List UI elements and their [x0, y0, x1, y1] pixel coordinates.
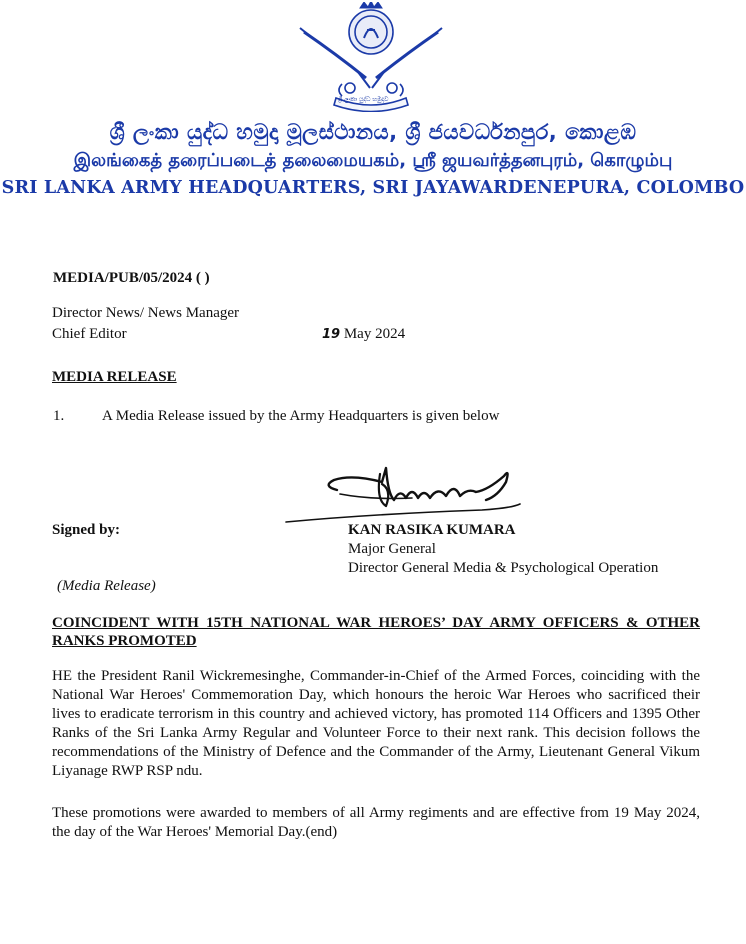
article-title: COINCIDENT WITH 15TH NATIONAL WAR HEROES’ DAY ARMY OFFICERS & OTHER RANKS PROMOTED [52, 615, 700, 649]
signed-by-label: Signed by: [52, 522, 120, 538]
article-paragraph-2: These promotions were awarded to members of all Army regiments and are effective from 19 May 2024, the day of the War Heroes' Memorial Day.(end) [52, 805, 700, 840]
letterhead-tamil: இலங்கைத் தரைப்படைத் தலைமையகம், ஸ்ரீ ஜயவர்த்தனபுரம், கொழும்பு [73, 150, 673, 171]
signatory-title: Director General Media & Psychological Operation [348, 560, 659, 576]
emblem-scroll-text: ශ්‍රී ලංකා යුද්ධ හමුදාව [338, 96, 389, 103]
release-date [322, 324, 405, 345]
media-release-label: (Media Release) [57, 578, 156, 594]
signatory-name: KAN RASIKA KUMARA [348, 522, 516, 538]
media-release-heading: MEDIA RELEASE [52, 369, 177, 385]
date-day-handwritten: 19 [322, 327, 341, 342]
date-month-year: May 2024 [340, 326, 406, 342]
signatory-rank: Major General [348, 541, 436, 557]
letterhead-sinhala: ශ්‍රී ලංකා යුද්ධ හමුදා මූලස්ථානය, ශ්‍රී ජයවර්ධනපුර, කොළඹ [109, 120, 637, 144]
letterhead-english: SRI LANKA ARMY HEADQUARTERS, SRI JAYAWARDENEPURA, COLOMBO [1, 178, 745, 198]
recipient-editor: Chief Editor [52, 326, 127, 342]
recipient-news: Director News/ News Manager [52, 305, 240, 321]
item-text: A Media Release issued by the Army Headquarters is given below [102, 408, 500, 424]
item-number: 1. [53, 408, 65, 424]
article-paragraph-1: HE the President Ranil Wickremesinghe, Commander-in-Chief of the Armed Forces, coinciding with the National War Heroes' Commemoration Day, which honours the heroic War Heroes who sacrificed their lives to eradicate terrorism in this country and achieved victory, has promoted 114 Officers and 1395 Other Ranks of the Sri Lanka Army Regular and Volunteer Force to their next rank. This decision follows the recommendations of the Ministry of Defence and the Commander of the Army, Lieutenant General Vikum Liyanage RWP RSP ndu. [52, 668, 700, 779]
reference-number: MEDIA/PUB/05/2024 ( ) [53, 270, 210, 286]
